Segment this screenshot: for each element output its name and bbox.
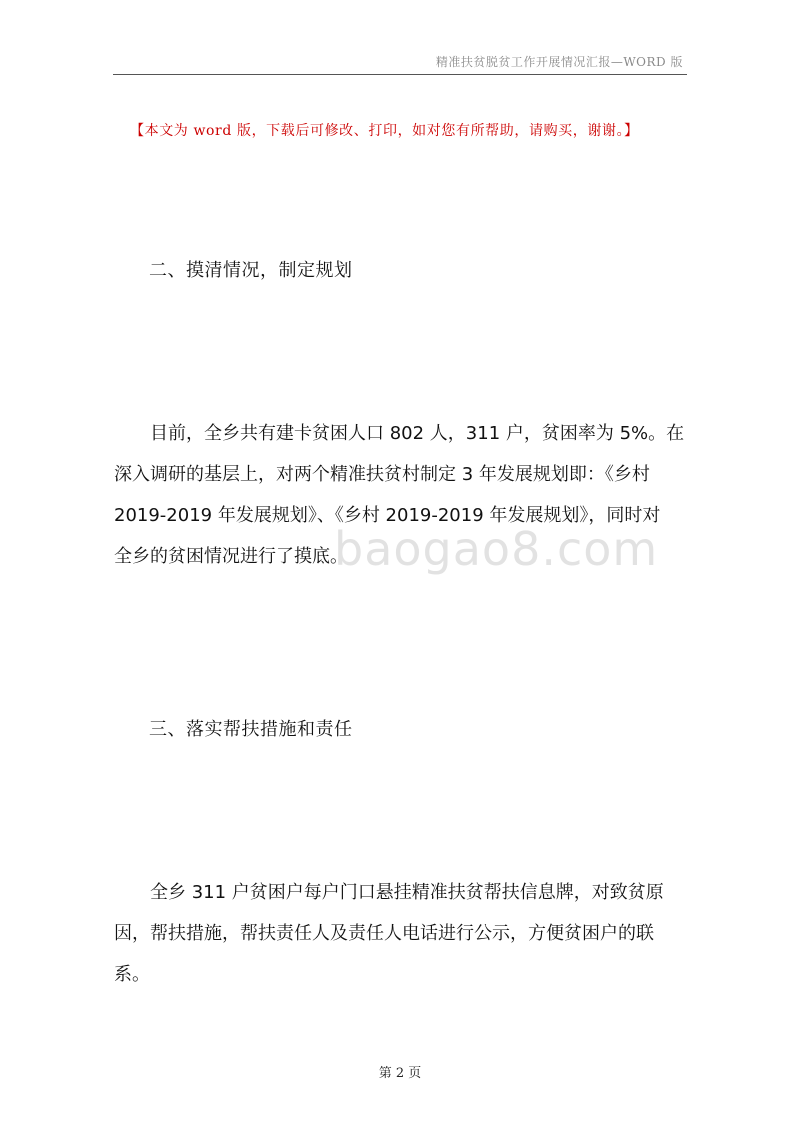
- section-heading-3: 三、落实帮扶措施和责任: [149, 719, 353, 740]
- paragraph-line: 目前，全乡共有建卡贫困人口 802 人，311 户，贫困率为 5%。在: [150, 423, 685, 444]
- section-heading-2: 二、摸清情况，制定规划: [149, 260, 353, 281]
- paragraph-line: 因，帮扶措施，帮扶责任人及责任人电话进行公示，方便贫困户的联: [114, 923, 654, 944]
- paragraph-line: 系。: [114, 964, 150, 985]
- section-3-paragraph: [114, 872, 688, 995]
- paragraph-line: 全乡的贫困情况进行了摸底。: [114, 546, 348, 567]
- header-divider: [113, 74, 687, 75]
- purchase-notice: 【本文为 word 版，下载后可修改、打印，如对您有所帮助，请购买，谢谢。】: [130, 123, 639, 139]
- page-number: 第 2 页: [378, 1066, 422, 1081]
- paragraph-line: 深入调研的基层上，对两个精准扶贫村制定 3 年发展规划即：《乡村: [114, 464, 650, 485]
- document-header-title: 精准扶贫脱贫工作开展情况汇报—WORD 版: [435, 55, 683, 69]
- watermark: baogao8.com: [334, 522, 659, 576]
- paragraph-line: 2019-2019 年发展规划》、《乡村 2019-2019 年发展规划》，同时对: [114, 505, 661, 526]
- paragraph-line: 全乡 311 户贫困户每户门口悬挂精准扶贫帮扶信息牌，对致贫原: [150, 882, 664, 903]
